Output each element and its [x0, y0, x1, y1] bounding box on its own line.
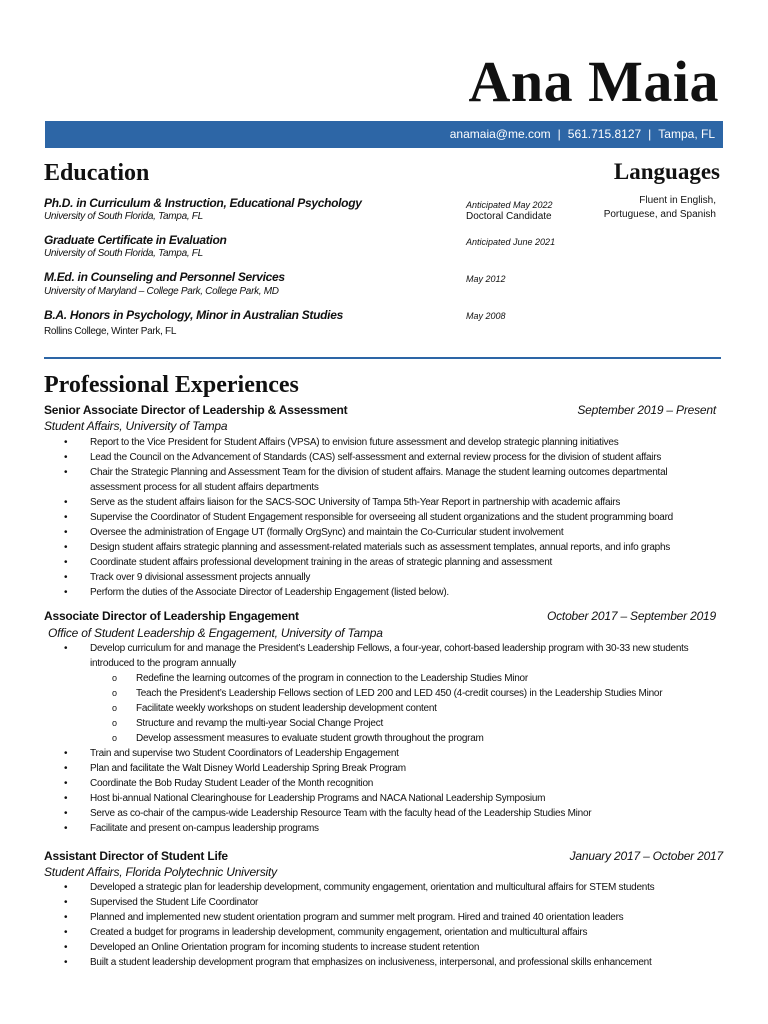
list-item: • Facilitate and present on-campus leadership programs [64, 821, 719, 836]
degree-school: University of South Florida, Tampa, FL [44, 248, 203, 259]
job-organization: Student Affairs, University of Tampa [44, 419, 228, 433]
list-item: o Redefine the learning outcomes of the program in connection to the Leadership Studies Minor [64, 671, 719, 686]
education-heading: Education [44, 160, 150, 186]
job-dates: January 2017 – October 2017 [569, 849, 723, 863]
degree-title: Graduate Certificate in Evaluation [44, 233, 227, 247]
job-organization: Student Affairs, Florida Polytechnic University [44, 865, 277, 879]
degree-date: Anticipated June 2021 [466, 237, 556, 247]
job-title: Assistant Director of Student Life [44, 849, 228, 863]
list-item: • Coordinate the Bob Ruday Student Leader of the Month recognition [64, 776, 719, 791]
list-item: o Facilitate weekly workshops on student leadership development content [64, 701, 719, 716]
languages-heading: Languages [613, 159, 720, 184]
degree-school: University of South Florida, Tampa, FL [44, 211, 203, 222]
job-title: Associate Director of Leadership Engagement [44, 609, 299, 623]
job-organization: Office of Student Leadership & Engagement, University of Tampa [48, 626, 383, 640]
list-item: • Oversee the administration of Engage UT (formally OrgSync) and maintain the Co-Curricular student involvement [64, 525, 719, 540]
job-bullets [64, 641, 719, 836]
list-item: o Structure and revamp the multi-year Social Change Project [64, 716, 719, 731]
degree-school: University of Maryland – College Park, College Park, MD [44, 286, 279, 297]
degree-title: Ph.D. in Curriculum & Instruction, Educational Psychology [44, 196, 362, 210]
list-item: • Developed a strategic plan for leadership development, community engagement, orientation and multicultural affairs for STEM students [64, 880, 729, 895]
job-title: Senior Associate Director of Leadership & Assessment [44, 403, 348, 417]
list-item: • Supervised the Student Life Coordinator [64, 895, 729, 910]
list-item: • Planned and implemented new student orientation program and summer melt program. Hired and trained 40 orientation leaders [64, 910, 729, 925]
list-item: • Supervise the Coordinator of Student Engagement responsible for overseeing all student organizations and the student programming board [64, 510, 719, 525]
location: Tampa, FL [658, 127, 715, 141]
section-divider [44, 357, 721, 359]
job-dates: October 2017 – September 2019 [547, 609, 716, 623]
list-item: • Serve as the student affairs liaison for the SACS-SOC University of Tampa 5th-Year Report in partnership with academic affairs [64, 495, 719, 510]
list-item: • Developed an Online Orientation program for incoming students to increase student retention [64, 940, 729, 955]
list-item: • Perform the duties of the Associate Director of Leadership Engagement (listed below). [64, 585, 719, 600]
degree-title: M.Ed. in Counseling and Personnel Services [44, 270, 285, 284]
experience-heading: Professional Experiences [44, 372, 299, 398]
job-bullets [64, 435, 719, 600]
list-item: o Teach the President’s Leadership Fellows section of LED 200 and LED 450 (4-credit courses) in the Leadership Studies Minor [64, 686, 719, 701]
list-item: • Chair the Strategic Planning and Assessment Team for the division of student affairs. Manage the student learning outcomes departmental assessment process for all student affairs departments [64, 465, 719, 495]
list-item: o Develop assessment measures to evaluate student growth throughout the program [64, 731, 719, 746]
separator: | [648, 127, 652, 141]
list-item: • Design student affairs strategic planning and assessment-related materials such as assessment templates, annual reports, and info graphs [64, 540, 719, 555]
list-item: • Train and supervise two Student Coordinators of Leadership Engagement [64, 746, 719, 761]
email-link[interactable]: anamaia@me.com [449, 127, 551, 141]
list-item: • Host bi-annual National Clearinghouse for Leadership Programs and NACA National Leadership Symposium [64, 791, 719, 806]
list-item: • Plan and facilitate the Walt Disney World Leadership Spring Break Program [64, 761, 719, 776]
list-item: • Coordinate student affairs professional development training in the areas of strategic planning and assessment [64, 555, 719, 570]
job-dates: September 2019 – Present [577, 403, 716, 417]
degree-school: Rollins College, Winter Park, FL [44, 326, 177, 337]
list-item: • Lead the Council on the Advancement of Standards (CAS) self-assessment and external review process for the division of student affairs [64, 450, 719, 465]
job-bullets [64, 880, 729, 970]
degree-title: B.A. Honors in Psychology, Minor in Australian Studies [44, 308, 343, 322]
phone-number: 561.715.8127 [567, 127, 642, 141]
resume-name: Ana Maia [468, 49, 719, 114]
list-item: • Created a budget for programs in leadership development, community engagement, orientation and multicultural affairs [64, 925, 729, 940]
list-item: • Track over 9 divisional assessment projects annually [64, 570, 719, 585]
degree-date: May 2008 [466, 311, 506, 321]
degree-date: Anticipated May 2022 [466, 200, 553, 210]
list-item: • Built a student leadership development program that emphasizes on inclusiveness, interpersonal, and professional skills enhancement [64, 955, 729, 970]
list-item: • Serve as co-chair of the campus-wide Leadership Resource Team with the faculty head of the Leadership Studies Minor [64, 806, 719, 821]
degree-date: May 2012 [466, 274, 506, 284]
languages-text: Fluent in English, Portuguese, and Spanish [603, 195, 716, 220]
degree-status: Doctoral Candidate [466, 211, 552, 222]
list-item: • Report to the Vice President for Student Affairs (VPSA) to envision future assessment and develop strategic planning initiatives [64, 435, 719, 450]
list-item: • Develop curriculum for and manage the President’s Leadership Fellows, a four-year, cohort-based leadership program with 30-33 new students introduced to the program annually [64, 641, 719, 671]
separator: | [557, 127, 561, 141]
contact-info [450, 121, 715, 148]
contact-bar [45, 121, 723, 148]
